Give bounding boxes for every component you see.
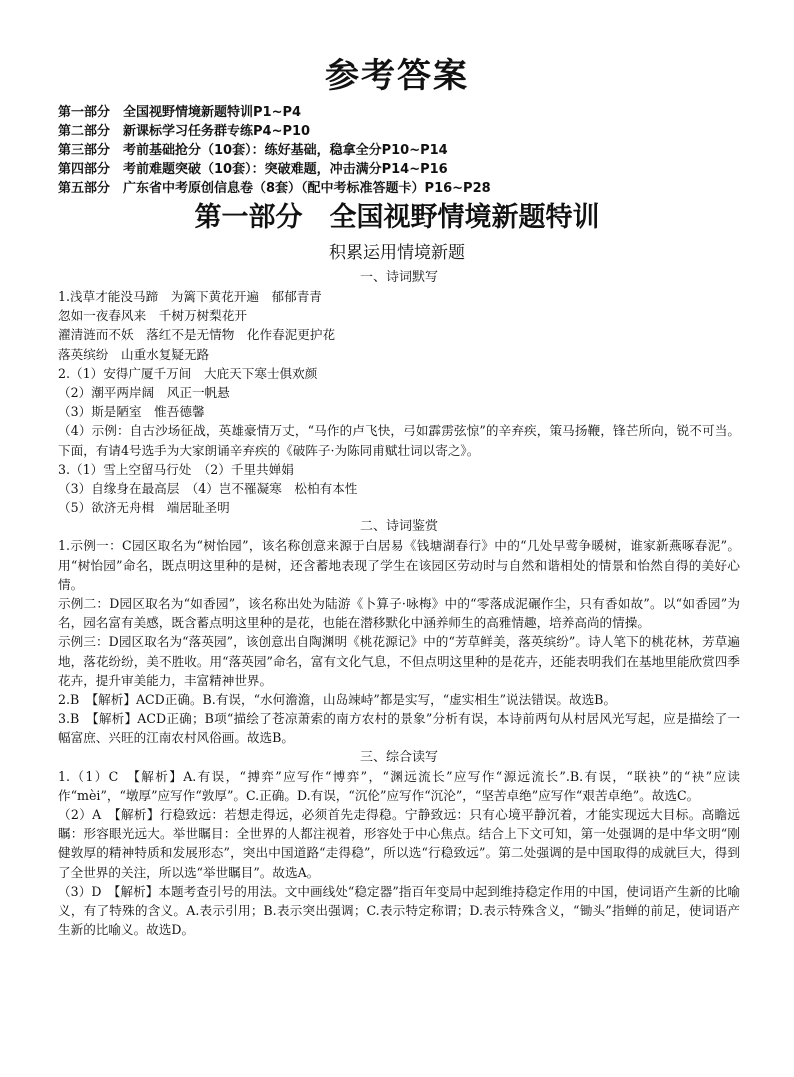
answer-line: 3.B 【解析】ACD正确；B项“描绘了苍凉萧索的南方农村的景象”分析有误，本诗前两句从村居风光写起，应是描绘了一幅富庶、兴旺的江南农村风俗画。故选B。 [58, 711, 740, 746]
answer-line: 1.（1）C 【解析】A.有误，“搏弈”应写作“博弈”，“渊远流长”应写作“源远流长”.B.有误，“联袂”的“袂”应读作“mèi”，“墩厚”应写作“敦厚”。C.正确。D.有误，“沉伦”应写作“沉沦”，“坚苦卓绝”应写作“艰苦卓绝”。故选C。 [58, 768, 740, 803]
subtitle: 积累运用情境新题 [329, 243, 465, 263]
answer-content [58, 268, 740, 940]
answer-line: （5）欲济无舟楫 端居耻圣明 [58, 500, 230, 516]
answer-line: 3.（1）雪上空留马行处 （2）千里共婵娟 [58, 461, 294, 477]
section-heading-3: 三、综合读写 [359, 749, 438, 765]
answer-line: 示例三：D园区取名为“落英园”，该创意出自陶渊明《桃花源记》中的“芳草鲜美，落英缤纷”。诗人笔下的桃花林，芳草遍地，落花纷纷，美不胜收。用“落英园”命名，富有文化气息，不但点明这里种的是花卉，还能表明我们在基地里能欣赏四季花卉，提升审美能力，丰富精神世界。 [58, 634, 740, 688]
answer-line: （2）潮平两岸阔 风正一帆悬 [58, 385, 230, 401]
part-title: 第一部分 全国视野情境新题特训 [194, 202, 600, 233]
section-heading-1: 一、诗词默写 [359, 270, 438, 285]
toc-item-1: 第一部分 全国视野情境新题特训P1~P4 [58, 105, 302, 120]
answer-line: （3）斯是陋室 惟吾德馨 [58, 404, 205, 420]
answer-line: 濯清涟而不妖 落红不是无情物 化作春泥更护花 [58, 327, 336, 343]
toc-item-5: 第五部分 广东省中考原创信息卷（8套）（配中考标准答题卡）P16~P28 [58, 181, 491, 196]
answer-line: 2.B 【解析】ACD正确。B.有误，“水何澹澹，山岛竦峙”都是实写，“虚实相生”说法错误。故选B。 [58, 692, 617, 708]
toc-item-4: 第四部分 考前难题突破（10套）：突破难题，冲击满分P14~P16 [58, 162, 448, 177]
answer-line: （2）A 【解析】行稳致远：若想走得远，必须首先走得稳。宁静致远：只有心境平静沉着，才能实现远大目标。高瞻远瞩：形容眼光远大。举世瞩目：全世界的人都注视着，形容处于中心焦点。结合上下文可知，第一处强调的是中华文明“刚健敦厚的精神特质和发展形态”，突出中国道路“走得稳”，所以选“行稳致远”。第二处强调的是中国取得的成就巨大，得到了全世界的关注，所以选“举世瞩目”。故选A。 [58, 807, 740, 880]
page-title: 参考答案 [325, 56, 469, 96]
answer-line: 2.（1）安得广厦千万间 大庇天下寒士俱欢颜 [58, 365, 318, 381]
answer-line: 1.浅草才能没马蹄 为篱下黄花开遍 郁郁青青 [58, 289, 322, 304]
toc-item-3: 第三部分 考前基础抢分（10套）：练好基础，稳拿全分P10~P14 [58, 143, 448, 158]
answer-line: 1.示例一：C园区取名为“树怡园”，该名称创意来源于白居易《钱塘湖春行》中的“几处早莺争暖树，谁家新燕啄春泥”。用“树怡园”命名，既点明这里种的是树，还含蓄地表现了学生在该园区劳动时与自然和谐相处的情景和怡然自得的美好心情。 [58, 538, 740, 592]
answer-line: 忽如一夜春风来 千树万树梨花开 [58, 308, 247, 324]
answer-line: （3）自缘身在最高层 （4）岂不罹凝寒 松柏有本性 [58, 481, 358, 497]
answer-line: 落英缤纷 山重水复疑无路 [58, 346, 210, 362]
answer-line: （4）示例：自古沙场征战，英雄豪情万丈，“马作的卢飞快，弓如霹雳弦惊”的辛弃疾，策马扬鞭，锋芒所向，锐不可当。下面，有请4号选手为大家朗诵辛弃疾的《破阵子·为陈同甫赋壮词以寄之》。 [58, 423, 740, 458]
answer-line: （3）D 【解析】本题考查引号的用法。文中画线处“稳定器”指百年变局中起到维持稳定作用的中国，使词语产生新的比喻义，有了特殊的含义。A.表示引用；B.表示突出强调；C.表示特定称谓；D.表示特殊含义，“锄头”指蝉的前足，使词语产生新的比喻义。故选D。 [58, 883, 740, 938]
section-heading-2: 二、诗词鉴赏 [359, 519, 438, 535]
answer-line: 示例二：D园区取名为“如香园”，该名称出处为陆游《卜算子·咏梅》中的“零落成泥碾作尘，只有香如故”。以“如香园”为名，园名富有美感，既含蓄点明这里种的是花，也能在潜移默化中涵养师生的高雅情趣，培养高尚的情操。 [58, 596, 740, 631]
toc-item-2: 第二部分 新课标学习任务群专练P4~P10 [58, 124, 311, 139]
table-of-contents [58, 103, 758, 198]
